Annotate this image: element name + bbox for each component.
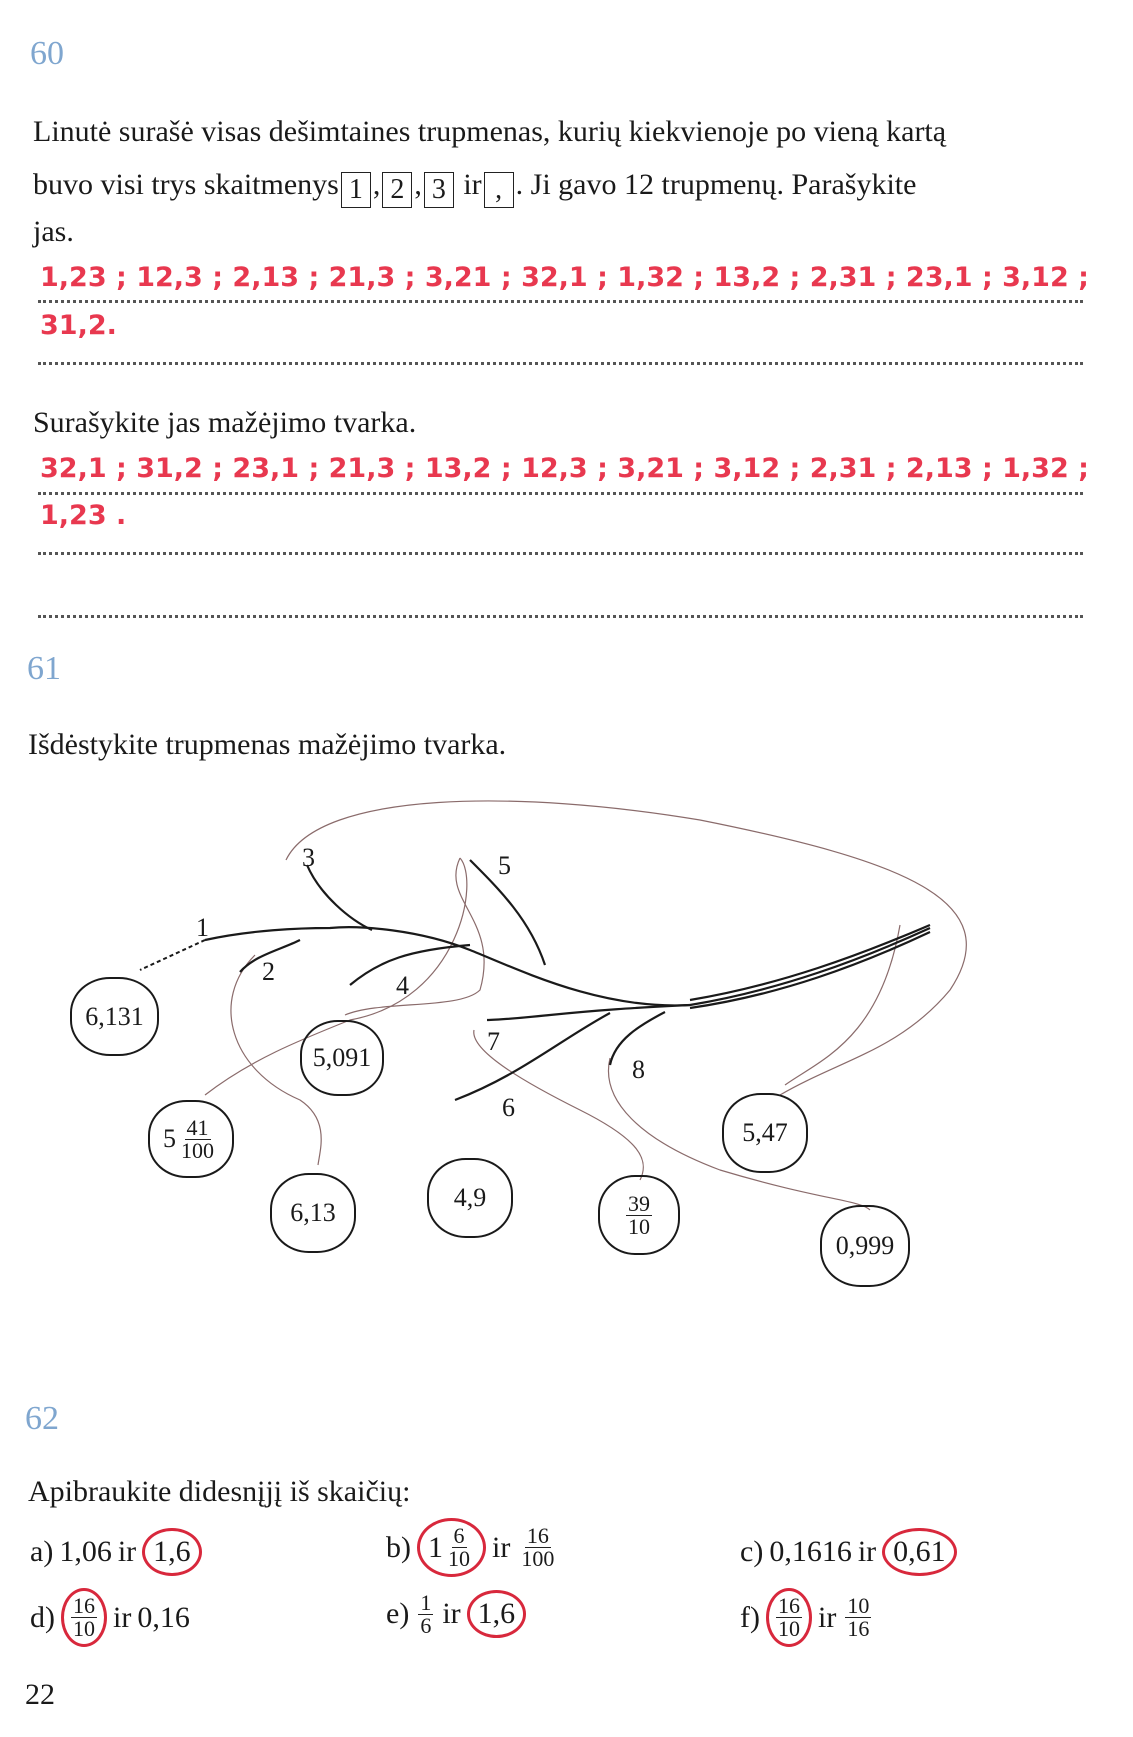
numerator: 16 bbox=[526, 1523, 549, 1548]
apple-value: 0,999 bbox=[835, 1231, 895, 1260]
apple-value: 6,13 bbox=[290, 1198, 336, 1227]
ex61-task: Išdėstykite trupmenas mažėjimo tvarka. bbox=[28, 728, 507, 761]
word-ir: ir bbox=[463, 168, 482, 201]
apple-4-9 bbox=[427, 1158, 513, 1238]
exercise-62-number: 62 bbox=[25, 1400, 59, 1437]
denominator: 16 bbox=[847, 1616, 870, 1641]
denominator: 10 bbox=[777, 1616, 800, 1641]
numerator: 6 bbox=[453, 1523, 465, 1548]
fraction bbox=[519, 1525, 556, 1570]
fraction bbox=[418, 1589, 433, 1638]
denominator: 6 bbox=[420, 1612, 432, 1638]
apple-whole: 5 bbox=[163, 1124, 176, 1153]
apple-fraction bbox=[179, 1114, 216, 1163]
page-number: 22 bbox=[25, 1678, 55, 1711]
answer-dotted-line bbox=[38, 300, 1083, 303]
denominator: 10 bbox=[448, 1546, 470, 1571]
apple-6-131 bbox=[70, 977, 159, 1056]
compare-e bbox=[386, 1590, 526, 1638]
branch-label-1: 1 bbox=[196, 913, 209, 942]
compare-a bbox=[30, 1528, 202, 1576]
digit-box-3: 3 bbox=[424, 172, 454, 208]
word-ir: ir bbox=[117, 1535, 137, 1568]
apple-6-13 bbox=[270, 1173, 356, 1253]
ex60-task2: Surašykite jas mažėjimo tvarka. bbox=[33, 406, 417, 439]
value-right: 0,16 bbox=[137, 1600, 190, 1634]
value-left: 1,06 bbox=[59, 1535, 112, 1568]
ex60-line2-post: . Ji gavo 12 trupmenų. Parašykite bbox=[515, 168, 917, 201]
denominator: 100 bbox=[181, 1137, 214, 1163]
branch-label-5: 5 bbox=[498, 851, 511, 880]
answer-dotted-line bbox=[38, 552, 1083, 555]
item-label: b) bbox=[386, 1530, 411, 1564]
answer2-line1: 32,1 ; 31,2 ; 23,1 ; 21,3 ; 13,2 ; 12,3 ; 3,21 ; 3,12 ; 2,31 ; 2,13 ; 1,32 ; bbox=[40, 453, 1089, 484]
digit-box-2: 2 bbox=[382, 172, 412, 208]
compare-c bbox=[740, 1528, 957, 1576]
numerator: 1 bbox=[420, 1589, 432, 1615]
fraction bbox=[446, 1525, 472, 1570]
item-label: e) bbox=[386, 1597, 410, 1630]
branch-label-8: 8 bbox=[632, 1055, 645, 1084]
fraction bbox=[71, 1595, 97, 1640]
value-right: 0,61 bbox=[893, 1535, 946, 1568]
compare-b bbox=[386, 1518, 559, 1577]
digit-box-1: 1 bbox=[341, 172, 371, 208]
answer-dotted-line bbox=[38, 492, 1083, 495]
word-ir: ir bbox=[492, 1530, 511, 1564]
separator: , bbox=[414, 168, 422, 201]
denominator: 100 bbox=[521, 1546, 555, 1571]
word-ir: ir bbox=[857, 1535, 877, 1568]
item-label: c) bbox=[740, 1535, 764, 1568]
answer-dotted-line bbox=[38, 362, 1083, 365]
branch-label-4: 4 bbox=[396, 971, 409, 1000]
ex60-text-line2 bbox=[33, 165, 916, 208]
exercise-60-number: 60 bbox=[30, 35, 64, 72]
apple-0-999 bbox=[820, 1205, 910, 1287]
exercise-61-number: 61 bbox=[27, 650, 61, 687]
numerator: 16 bbox=[777, 1593, 800, 1618]
apple-value: 5,091 bbox=[312, 1043, 372, 1072]
word-ir: ir bbox=[817, 1600, 837, 1634]
branch-label-2: 2 bbox=[262, 957, 275, 986]
numerator: 16 bbox=[73, 1593, 95, 1618]
apple-39-10 bbox=[598, 1175, 680, 1255]
answer-dotted-line bbox=[38, 615, 1083, 618]
whole-number: 1 bbox=[428, 1530, 443, 1564]
circled-answer bbox=[61, 1588, 107, 1647]
branch-label-6: 6 bbox=[502, 1093, 515, 1122]
connector-lines bbox=[205, 801, 966, 1210]
branch-label-7: 7 bbox=[487, 1027, 500, 1056]
circled-answer bbox=[882, 1528, 957, 1576]
circled-answer bbox=[467, 1590, 527, 1638]
word-ir: ir bbox=[113, 1600, 132, 1634]
apple-5-091 bbox=[300, 1020, 384, 1096]
branch-label-3: 3 bbox=[302, 843, 315, 872]
answer1-line2: 31,2. bbox=[40, 310, 117, 341]
numerator: 10 bbox=[847, 1593, 870, 1618]
answer2-line2: 1,23 . bbox=[40, 500, 127, 531]
separator: , bbox=[372, 168, 381, 201]
ex60-text-line3: jas. bbox=[33, 215, 74, 248]
denominator: 10 bbox=[73, 1616, 95, 1641]
comma-box: , bbox=[484, 172, 514, 208]
word-ir: ir bbox=[442, 1597, 461, 1630]
apple-value: 5,47 bbox=[742, 1118, 788, 1147]
apple-value: 6,131 bbox=[85, 1001, 144, 1031]
apple-value: 4,9 bbox=[453, 1183, 487, 1212]
value-right: 1,6 bbox=[153, 1535, 191, 1568]
item-label: a) bbox=[30, 1535, 54, 1568]
denominator: 10 bbox=[628, 1213, 650, 1239]
compare-d bbox=[30, 1588, 190, 1647]
ex62-task: Apibraukite didesnįjį iš skaičių: bbox=[28, 1475, 411, 1508]
fraction bbox=[776, 1595, 802, 1640]
apple-5-47 bbox=[722, 1093, 808, 1173]
circled-answer bbox=[766, 1588, 812, 1647]
circled-answer bbox=[417, 1518, 486, 1577]
item-label: f) bbox=[740, 1600, 760, 1634]
numerator: 39 bbox=[628, 1190, 650, 1216]
apple-5-41-100 bbox=[148, 1100, 234, 1178]
ex60-text-line1: Linutė surašė visas dešimtaines trupmenas, kurių kiekvienoje po vieną kartą bbox=[33, 115, 947, 148]
fraction bbox=[845, 1595, 871, 1640]
compare-f bbox=[740, 1588, 874, 1647]
answer1-line1: 1,23 ; 12,3 ; 2,13 ; 21,3 ; 3,21 ; 32,1 ; 1,32 ; 13,2 ; 2,31 ; 23,1 ; 3,12 ; bbox=[40, 262, 1089, 293]
apple-tree-diagram bbox=[0, 770, 1133, 1290]
value-left: 0,1616 bbox=[769, 1535, 852, 1568]
ex60-line2-pre: buvo visi trys skaitmenys bbox=[33, 168, 339, 201]
apple-fraction bbox=[626, 1190, 652, 1239]
numerator: 41 bbox=[186, 1114, 209, 1140]
value-right: 1,6 bbox=[477, 1597, 516, 1630]
circled-answer bbox=[142, 1528, 202, 1576]
item-label: d) bbox=[30, 1600, 55, 1634]
